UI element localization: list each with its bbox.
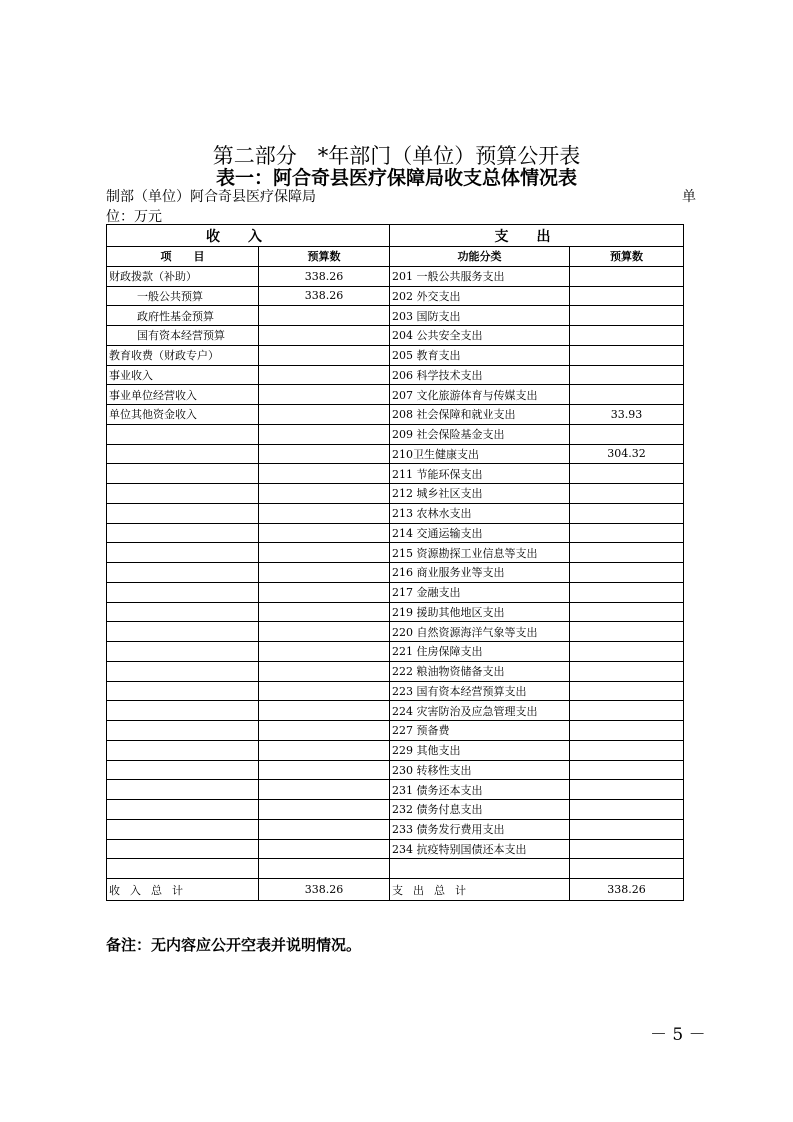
expense-item-label: 207 文化旅游体育与传媒支出 bbox=[390, 385, 570, 405]
income-total-label: 收入总计 bbox=[107, 879, 259, 901]
expense-item-label: 227 预备费 bbox=[390, 721, 570, 741]
expense-item-value bbox=[570, 306, 684, 326]
income-item-label bbox=[107, 819, 259, 839]
table-row bbox=[107, 345, 684, 365]
expense-item-value bbox=[570, 701, 684, 721]
income-item-value bbox=[259, 701, 390, 721]
income-item-label bbox=[107, 839, 259, 859]
income-item-value bbox=[259, 345, 390, 365]
table-row bbox=[107, 721, 684, 741]
budget-summary-table bbox=[106, 224, 684, 901]
expense-item-label: 204 公共安全支出 bbox=[390, 326, 570, 346]
income-item-label bbox=[107, 800, 259, 820]
remark-note: 备注：无内容应公开空表并说明情况。 bbox=[106, 936, 362, 954]
income-item-value bbox=[259, 839, 390, 859]
income-item-value: 338.26 bbox=[259, 266, 390, 286]
income-item-label bbox=[107, 523, 259, 543]
expense-item-label: 215 资源勘探工业信息等支出 bbox=[390, 543, 570, 563]
table-row bbox=[107, 543, 684, 563]
expense-item-label: 203 国防支出 bbox=[390, 306, 570, 326]
unit-label-start: 单 bbox=[682, 189, 696, 205]
expense-item-value bbox=[570, 800, 684, 820]
income-item-value bbox=[259, 681, 390, 701]
income-item-label bbox=[107, 721, 259, 741]
expense-item-value bbox=[570, 464, 684, 484]
expense-item-value bbox=[570, 523, 684, 543]
income-item-label: 政府性基金预算 bbox=[107, 306, 259, 326]
page-title: 第二部分 *年部门（单位）预算公开表 bbox=[212, 144, 581, 168]
income-item-value bbox=[259, 582, 390, 602]
expense-item-value bbox=[570, 543, 684, 563]
income-item-value bbox=[259, 721, 390, 741]
income-item-value bbox=[259, 780, 390, 800]
expense-item-label: 224 灾害防治及应急管理支出 bbox=[390, 701, 570, 721]
income-item-label bbox=[107, 740, 259, 760]
expense-item-label: 201 一般公共服务支出 bbox=[390, 266, 570, 286]
income-item-label: 一般公共预算 bbox=[107, 286, 259, 306]
income-item-label bbox=[107, 760, 259, 780]
table-row bbox=[107, 622, 684, 642]
income-item-value bbox=[259, 385, 390, 405]
income-item-label: 事业单位经营收入 bbox=[107, 385, 259, 405]
table-row bbox=[107, 444, 684, 464]
department-label: 制部（单位）阿合奇县医疗保障局 bbox=[106, 189, 316, 205]
table-row bbox=[107, 503, 684, 523]
table-row bbox=[107, 780, 684, 800]
expense-item-value: 33.93 bbox=[570, 405, 684, 425]
income-item-label bbox=[107, 681, 259, 701]
table-row bbox=[107, 523, 684, 543]
expense-item-label: 229 其他支出 bbox=[390, 740, 570, 760]
income-item-label: 教育收费（财政专户） bbox=[107, 345, 259, 365]
income-item-value bbox=[259, 800, 390, 820]
income-item-value bbox=[259, 661, 390, 681]
expense-item-value bbox=[570, 681, 684, 701]
expense-item-label: 221 住房保障支出 bbox=[390, 642, 570, 662]
expense-item-label: 219 援助其他地区支出 bbox=[390, 602, 570, 622]
income-item-label bbox=[107, 602, 259, 622]
table-row bbox=[107, 839, 684, 859]
expense-item-value bbox=[570, 760, 684, 780]
expense-item-value: 304.32 bbox=[570, 444, 684, 464]
page-number: － 5 － bbox=[650, 1025, 706, 1045]
table-row bbox=[107, 582, 684, 602]
expense-item-value bbox=[570, 839, 684, 859]
income-item-label: 单位其他资金收入 bbox=[107, 405, 259, 425]
table-column-header bbox=[107, 247, 684, 267]
income-item-value bbox=[259, 740, 390, 760]
income-item-label bbox=[107, 642, 259, 662]
table-row bbox=[107, 740, 684, 760]
table-row bbox=[107, 642, 684, 662]
table-row bbox=[107, 681, 684, 701]
table-row bbox=[107, 661, 684, 681]
expense-item-value bbox=[570, 721, 684, 741]
expense-item-label: 214 交通运输支出 bbox=[390, 523, 570, 543]
expense-item-label: 210卫生健康支出 bbox=[390, 444, 570, 464]
expense-item-label: 217 金融支出 bbox=[390, 582, 570, 602]
expense-item-value bbox=[570, 345, 684, 365]
income-item-label bbox=[107, 424, 259, 444]
expense-item-value bbox=[570, 819, 684, 839]
income-item-label bbox=[107, 622, 259, 642]
table-row bbox=[107, 563, 684, 583]
income-header: 收入 bbox=[107, 225, 390, 247]
expense-item-value bbox=[570, 563, 684, 583]
expense-item-label: 202 外交支出 bbox=[390, 286, 570, 306]
col-header-income-budget: 预算数 bbox=[259, 247, 390, 267]
income-item-value bbox=[259, 424, 390, 444]
unit-label: 位：万元 bbox=[106, 209, 162, 225]
expense-item-value bbox=[570, 780, 684, 800]
income-item-label bbox=[107, 543, 259, 563]
income-item-label bbox=[107, 701, 259, 721]
expense-item-value bbox=[570, 602, 684, 622]
table-row bbox=[107, 602, 684, 622]
expense-item-label: 212 城乡社区支出 bbox=[390, 484, 570, 504]
col-header-expense-budget: 预算数 bbox=[570, 247, 684, 267]
expense-total-label: 支出总计 bbox=[390, 879, 570, 901]
expense-item-label: 213 农林水支出 bbox=[390, 503, 570, 523]
table-row bbox=[107, 306, 684, 326]
expense-item-label: 206 科学技术支出 bbox=[390, 365, 570, 385]
expense-item-value bbox=[570, 859, 684, 879]
income-item-value bbox=[259, 622, 390, 642]
table-row bbox=[107, 286, 684, 306]
income-item-label bbox=[107, 464, 259, 484]
table-row bbox=[107, 800, 684, 820]
expense-item-label: 220 自然资源海洋气象等支出 bbox=[390, 622, 570, 642]
table-row bbox=[107, 760, 684, 780]
expense-item-value bbox=[570, 503, 684, 523]
expense-item-value bbox=[570, 385, 684, 405]
income-item-label: 事业收入 bbox=[107, 365, 259, 385]
income-item-label bbox=[107, 661, 259, 681]
expense-header: 支出 bbox=[390, 225, 684, 247]
income-item-value bbox=[259, 464, 390, 484]
income-item-label bbox=[107, 503, 259, 523]
expense-item-value bbox=[570, 582, 684, 602]
table-row bbox=[107, 859, 684, 879]
income-item-label bbox=[107, 563, 259, 583]
income-item-label bbox=[107, 444, 259, 464]
expense-item-label: 223 国有资本经营预算支出 bbox=[390, 681, 570, 701]
expense-item-label bbox=[390, 859, 570, 879]
table-row bbox=[107, 701, 684, 721]
income-item-value bbox=[259, 405, 390, 425]
table-row bbox=[107, 405, 684, 425]
table-row bbox=[107, 385, 684, 405]
expense-total-value: 338.26 bbox=[570, 879, 684, 901]
income-total-value: 338.26 bbox=[259, 879, 390, 901]
expense-item-label: 216 商业服务业等支出 bbox=[390, 563, 570, 583]
table-row bbox=[107, 365, 684, 385]
expense-item-value bbox=[570, 484, 684, 504]
income-item-label bbox=[107, 582, 259, 602]
income-item-label bbox=[107, 780, 259, 800]
expense-item-label: 234 抗疫特别国债还本支出 bbox=[390, 839, 570, 859]
table-row bbox=[107, 819, 684, 839]
income-item-value bbox=[259, 523, 390, 543]
expense-item-value bbox=[570, 622, 684, 642]
table-total-row bbox=[107, 879, 684, 901]
income-item-value bbox=[259, 503, 390, 523]
table-row bbox=[107, 424, 684, 444]
expense-item-label: 230 转移性支出 bbox=[390, 760, 570, 780]
col-header-item: 项 目 bbox=[107, 247, 259, 267]
expense-item-value bbox=[570, 424, 684, 444]
income-item-label bbox=[107, 484, 259, 504]
income-item-value bbox=[259, 484, 390, 504]
expense-item-value bbox=[570, 286, 684, 306]
expense-item-label: 209 社会保险基金支出 bbox=[390, 424, 570, 444]
income-item-value bbox=[259, 602, 390, 622]
income-item-label: 财政拨款（补助） bbox=[107, 266, 259, 286]
table-title: 表一：阿合奇县医疗保障局收支总体情况表 bbox=[215, 167, 577, 189]
income-item-value bbox=[259, 563, 390, 583]
expense-item-value bbox=[570, 661, 684, 681]
expense-item-label: 232 债务付息支出 bbox=[390, 800, 570, 820]
income-item-label: 国有资本经营预算 bbox=[107, 326, 259, 346]
expense-item-label: 222 粮油物资储备支出 bbox=[390, 661, 570, 681]
expense-item-label: 205 教育支出 bbox=[390, 345, 570, 365]
income-item-value bbox=[259, 543, 390, 563]
expense-item-value bbox=[570, 266, 684, 286]
expense-item-label: 231 债务还本支出 bbox=[390, 780, 570, 800]
income-item-value bbox=[259, 306, 390, 326]
expense-item-label: 233 债务发行费用支出 bbox=[390, 819, 570, 839]
expense-item-label: 208 社会保障和就业支出 bbox=[390, 405, 570, 425]
income-item-label bbox=[107, 859, 259, 879]
expense-item-value bbox=[570, 326, 684, 346]
table-row bbox=[107, 326, 684, 346]
expense-item-label: 211 节能环保支出 bbox=[390, 464, 570, 484]
income-item-value bbox=[259, 819, 390, 839]
income-item-value bbox=[259, 642, 390, 662]
income-item-value: 338.26 bbox=[259, 286, 390, 306]
table-row bbox=[107, 464, 684, 484]
col-header-function: 功能分类 bbox=[390, 247, 570, 267]
expense-item-value bbox=[570, 642, 684, 662]
income-item-value bbox=[259, 444, 390, 464]
expense-item-value bbox=[570, 740, 684, 760]
table-section-header bbox=[107, 225, 684, 247]
table-row bbox=[107, 484, 684, 504]
income-item-value bbox=[259, 760, 390, 780]
table-row bbox=[107, 266, 684, 286]
income-item-value bbox=[259, 326, 390, 346]
income-item-value bbox=[259, 859, 390, 879]
income-item-value bbox=[259, 365, 390, 385]
expense-item-value bbox=[570, 365, 684, 385]
